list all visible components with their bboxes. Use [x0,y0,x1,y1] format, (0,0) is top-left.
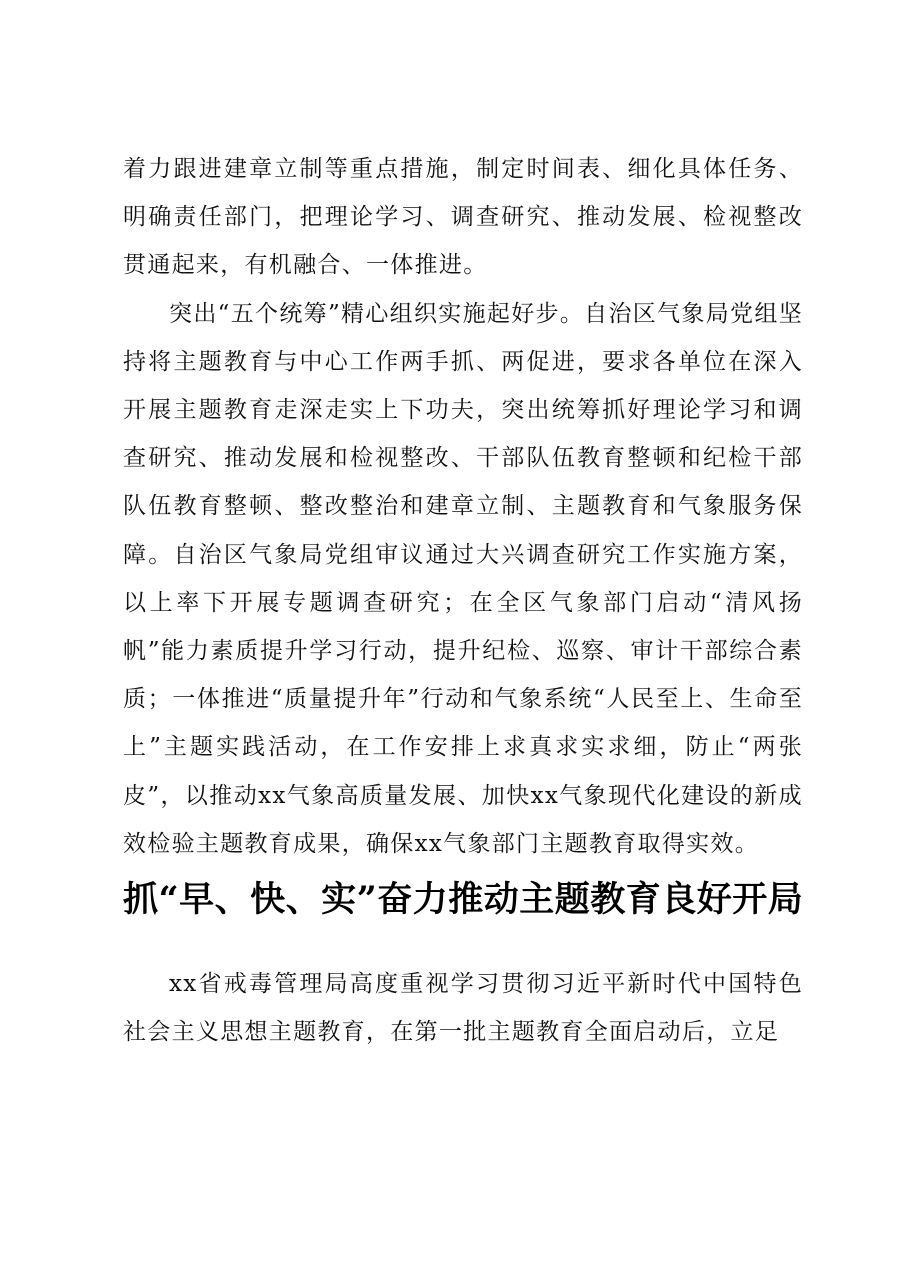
paragraph-drug-rehab-bureau: xx省戒毒管理局高度重视学习贯彻习近平新时代中国特色社会主义思想主题教育，在第一批主题教育全面启动后，立足 [123,971,803,1046]
paragraph-five-coordination: 突出“五个统筹”精心组织实施起好步。自治区气象局党组坚持将主题教育与中心工作两手抓、两促进，要求各单位在深入开展主题教育走深走实上下功夫，突出统筹抓好理论学习和调查研究、推动发展和检视整改、干部队伍教育整顿和纪检干部队伍教育整顿、整改整治和建章立制、主题教育和气象服务保障。自治区气象局党组审议通过大兴调查研究工作实施方案，以上率下开展专题调查研究；在全区气象部门启动“清风扬帆”能力素质提升学习行动，提升纪检、巡察、审计干部综合素质；一体推进“质量提升年”行动和气象系统“人民至上、生命至上”主题实践活动，在工作安排上求真求实求细，防止“两张皮”，以推动xx气象高质量发展、加快xx气象现代化建设的新成效检验主题教育成果，确保xx气象部门主题教育取得实效。 [123,300,803,857]
section-heading: 抓“早、快、实”奋力推动主题教育良好开局 [123,879,804,921]
document-body [123,145,803,1056]
paragraph-continuation: 着力跟进建章立制等重点措施，制定时间表、细化具体任务、明确责任部门，把理论学习、调查研究、推动发展、检视整改贯通起来，有机融合、一体推进。 [123,156,803,279]
